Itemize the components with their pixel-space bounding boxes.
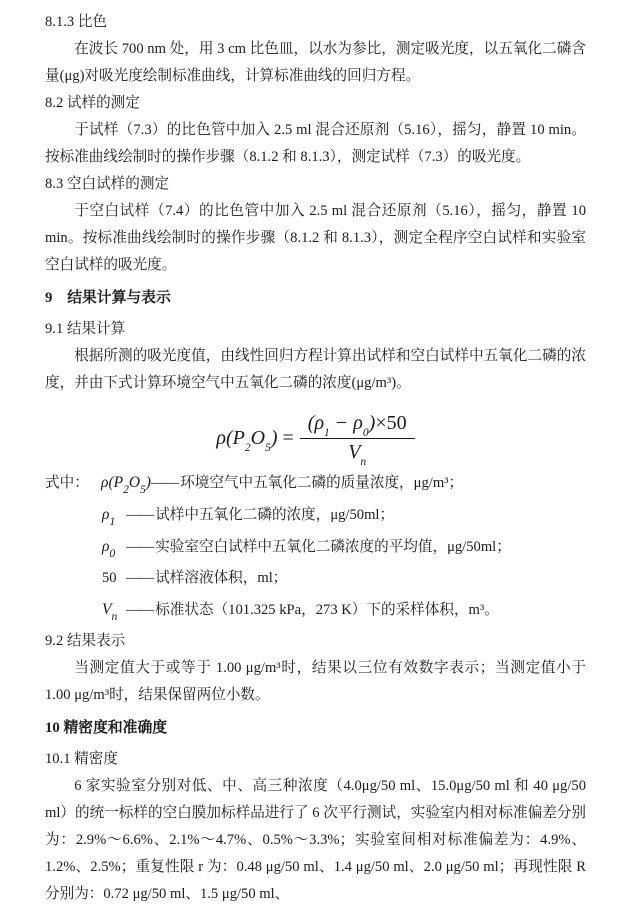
heading-9-2: 9.2 结果表示 <box>45 633 126 649</box>
symbol-rho-p2o5: $\rho(P_2O_5)$ <box>101 474 151 497</box>
formula-denominator: $V_n$ <box>348 441 367 468</box>
symbol-rho1: $\rho_1$ <box>102 506 116 529</box>
paragraph-9-1: 根据所测的吸光度值，由线性回归方程计算出试样和空白试样中五氧化二磷的浓度，并由下式计算环境空气中五氧化二磷的浓度(μg/m³)。 <box>45 348 586 391</box>
heading-10-1: 10.1 精密度 <box>45 751 118 767</box>
symbol-rho0: $\rho_0$ <box>102 538 116 561</box>
heading-8-3: 8.3 空白试样的测定 <box>45 176 170 192</box>
paragraph-9-2: 当测定值大于或等于 1.00 μg/m³时，结果以三位有效数字表示；当测定值小于 1.00 μg/m³时，结果保留两位小数。 <box>45 660 586 703</box>
legend-desc: 试样溶液体积，ml； <box>155 570 288 586</box>
legend-item-rho0 <box>45 533 586 561</box>
formula-equation <box>45 407 586 469</box>
paragraph-10-1: 6 家实验室分别对低、中、高三种浓度（4.0μg/50 ml、15.0μg/50 ml 和 40 μg/50 ml）的统一标样的空白膜加标样品进行了 6 次平行测试，实验室内相对标准偏差分别为：2.9%～6.6%、2.1%～4.7%、0.5%～3.3%；实验室间相对标准偏差为：4.9%、1.2%、2.5%；重复性限 r 为：0.48 μg/50 ml、1.4 μg/50 ml、2.0 μg/50 ml；再现性限 R 分别为：0.72 μg/50 ml、1.5 μg/50 ml、 <box>45 778 586 902</box>
formula-fraction <box>300 412 415 468</box>
legend-desc: 实验室空白试样中五氧化二磷浓度的平均值，μg/50ml； <box>155 539 511 555</box>
legend-dash: —— <box>150 475 179 491</box>
legend-dash: —— <box>126 570 154 586</box>
legend-item-rho-p2o5 <box>45 469 586 497</box>
legend-dash: —— <box>126 507 154 523</box>
legend-item-50 <box>45 565 586 592</box>
formula-numerator: $(\rho_1 - \rho_0)\times 50$ <box>300 412 415 439</box>
paragraph-8-2: 于试样（7.3）的比色管中加入 2.5 ml 混合还原剂（5.16），摇匀，静置 10 min。按标准曲线绘制时的操作步骤（8.1.2 和 8.1.3），测定试样（7.3）的吸光度。 <box>45 122 586 165</box>
heading-8-1-3: 8.1.3 比色 <box>45 14 108 30</box>
formula-lhs: $\rho(P_2O_5)$ <box>216 426 278 454</box>
legend-item-vn <box>45 596 586 624</box>
legend-desc: 环境空气中五氧化二磷的质量浓度，μg/m³； <box>180 475 464 491</box>
symbol-vn: $V_n$ <box>102 601 118 624</box>
heading-10: 10 精密度和准确度 <box>45 720 168 736</box>
heading-8-2: 8.2 试样的测定 <box>45 95 140 111</box>
symbol-50: 50 <box>102 570 117 586</box>
legend-dash: —— <box>126 539 154 555</box>
legend-desc: 标准状态（101.325 kPa，273 K）下的采样体积，m³。 <box>155 602 499 618</box>
legend-where-label: 式中： <box>45 475 89 491</box>
paragraph-8-1-3: 在波长 700 nm 处，用 3 cm 比色皿，以水为参比，测定吸光度，以五氧化二磷含量(μg)对吸光度绘制标准曲线，计算标准曲线的回归方程。 <box>45 41 586 84</box>
heading-9: 9 结果计算与表示 <box>45 290 171 306</box>
legend-item-rho1 <box>45 501 586 529</box>
heading-9-1: 9.1 结果计算 <box>45 321 126 337</box>
formula-equals: = <box>282 426 294 449</box>
formula-legend <box>45 469 586 624</box>
legend-dash: —— <box>126 602 154 618</box>
legend-desc: 试样中五氧化二磷的浓度，μg/50ml； <box>155 507 395 523</box>
paragraph-8-3: 于空白试样（7.4）的比色管中加入 2.5 ml 混合还原剂（5.16），摇匀，静置 10 min。按标准曲线绘制时的操作步骤（8.1.2 和 8.1.3），测定全程序空白试样和实验室空白试样的吸光度。 <box>45 203 586 273</box>
